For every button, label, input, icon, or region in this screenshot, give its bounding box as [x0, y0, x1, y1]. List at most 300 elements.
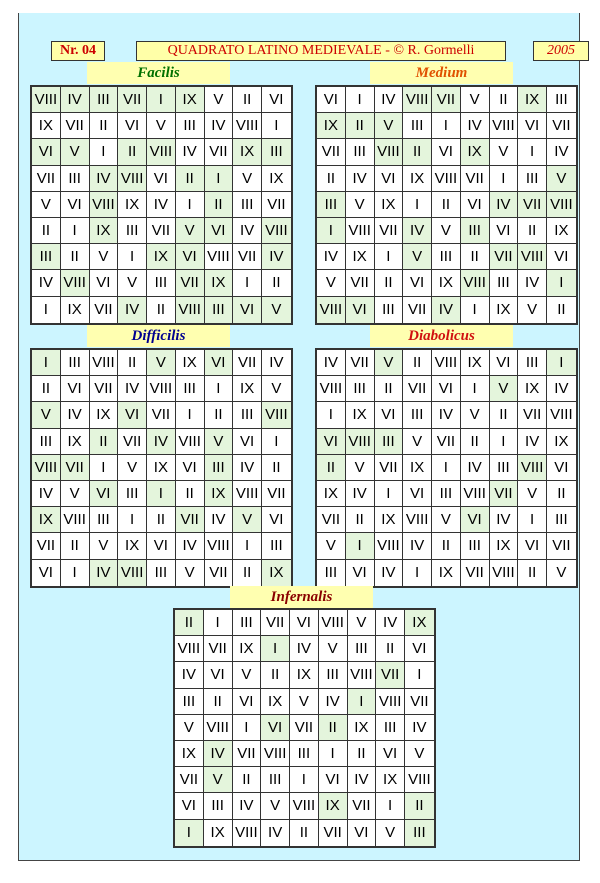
grid-cell[interactable]: II: [176, 481, 205, 507]
grid-cell[interactable]: V: [204, 767, 233, 793]
grid-cell[interactable]: III: [205, 455, 234, 481]
grid-cell[interactable]: VI: [233, 297, 262, 323]
grid-cell[interactable]: II: [147, 297, 176, 323]
grid-cell[interactable]: VIII: [490, 560, 519, 586]
grid-cell[interactable]: IV: [175, 662, 204, 688]
grid-cell[interactable]: VII: [348, 793, 377, 819]
grid-cell[interactable]: VIII: [375, 533, 404, 559]
grid-cell[interactable]: II: [375, 270, 404, 296]
grid-cell[interactable]: III: [317, 192, 346, 218]
grid-cell[interactable]: V: [90, 533, 119, 559]
grid-cell[interactable]: I: [461, 297, 490, 323]
grid-cell[interactable]: I: [233, 533, 262, 559]
grid-cell[interactable]: VII: [147, 218, 176, 244]
grid-cell[interactable]: IX: [233, 376, 262, 402]
grid-cell[interactable]: VII: [61, 113, 90, 139]
grid-cell[interactable]: V: [61, 139, 90, 165]
grid-cell[interactable]: V: [175, 715, 204, 741]
grid-cell[interactable]: I: [346, 533, 375, 559]
grid-cell[interactable]: VIII: [261, 741, 290, 767]
grid-cell[interactable]: VIII: [346, 218, 375, 244]
grid-cell[interactable]: V: [118, 270, 147, 296]
grid-cell[interactable]: II: [490, 87, 519, 113]
grid-cell[interactable]: VIII: [147, 376, 176, 402]
grid-cell[interactable]: II: [61, 244, 90, 270]
grid-cell[interactable]: VI: [118, 402, 147, 428]
grid-cell[interactable]: VI: [490, 218, 519, 244]
grid-cell[interactable]: VI: [32, 139, 61, 165]
grid-cell[interactable]: VIII: [205, 533, 234, 559]
grid-cell[interactable]: III: [118, 218, 147, 244]
grid-cell[interactable]: VIII: [518, 244, 547, 270]
grid-cell[interactable]: IX: [205, 481, 234, 507]
grid-cell[interactable]: IX: [290, 662, 319, 688]
grid-cell[interactable]: V: [461, 87, 490, 113]
grid-cell[interactable]: II: [403, 139, 432, 165]
grid-cell[interactable]: VII: [233, 741, 262, 767]
grid-cell[interactable]: IX: [32, 113, 61, 139]
grid-cell[interactable]: II: [61, 533, 90, 559]
grid-cell[interactable]: IV: [233, 455, 262, 481]
grid-cell[interactable]: VI: [205, 218, 234, 244]
grid-cell[interactable]: VII: [405, 689, 434, 715]
grid-cell[interactable]: I: [346, 87, 375, 113]
grid-cell[interactable]: IX: [317, 113, 346, 139]
grid-cell[interactable]: III: [205, 297, 234, 323]
grid-cell[interactable]: III: [346, 376, 375, 402]
grid-cell[interactable]: IX: [204, 820, 233, 846]
grid-cell[interactable]: III: [261, 767, 290, 793]
grid-cell[interactable]: I: [432, 113, 461, 139]
grid-cell[interactable]: III: [90, 507, 119, 533]
grid-cell[interactable]: I: [205, 166, 234, 192]
grid-cell[interactable]: VIII: [32, 87, 61, 113]
grid-cell[interactable]: III: [376, 715, 405, 741]
grid-cell[interactable]: II: [376, 636, 405, 662]
grid-cell[interactable]: IV: [490, 192, 519, 218]
grid-cell[interactable]: III: [403, 402, 432, 428]
grid-cell[interactable]: V: [262, 297, 291, 323]
grid-cell[interactable]: V: [403, 244, 432, 270]
grid-cell[interactable]: IV: [61, 87, 90, 113]
grid-cell[interactable]: IX: [490, 533, 519, 559]
grid-cell[interactable]: VI: [348, 820, 377, 846]
grid-cell[interactable]: VII: [118, 429, 147, 455]
grid-cell[interactable]: V: [319, 636, 348, 662]
grid-cell[interactable]: I: [290, 767, 319, 793]
grid-cell[interactable]: IV: [261, 820, 290, 846]
grid-cell[interactable]: VI: [262, 507, 291, 533]
grid-cell[interactable]: VIII: [118, 560, 147, 586]
grid-cell[interactable]: II: [346, 507, 375, 533]
grid-cell[interactable]: VIII: [319, 610, 348, 636]
grid-cell[interactable]: V: [375, 350, 404, 376]
grid-cell[interactable]: VII: [262, 481, 291, 507]
grid-cell[interactable]: I: [118, 244, 147, 270]
grid-cell[interactable]: IV: [233, 218, 262, 244]
grid-cell[interactable]: VII: [461, 166, 490, 192]
grid-cell[interactable]: V: [262, 376, 291, 402]
grid-cell[interactable]: VII: [32, 166, 61, 192]
grid-cell[interactable]: IX: [147, 244, 176, 270]
grid-cell[interactable]: VIII: [175, 636, 204, 662]
grid-cell[interactable]: VI: [317, 87, 346, 113]
grid-cell[interactable]: III: [317, 560, 346, 586]
grid-cell[interactable]: IX: [317, 481, 346, 507]
grid-cell[interactable]: VI: [317, 429, 346, 455]
grid-cell[interactable]: I: [490, 166, 519, 192]
grid-cell[interactable]: II: [317, 455, 346, 481]
grid-cell[interactable]: V: [518, 297, 547, 323]
grid-cell[interactable]: VIII: [233, 820, 262, 846]
grid-cell[interactable]: VII: [233, 350, 262, 376]
grid-cell[interactable]: II: [204, 689, 233, 715]
grid-cell[interactable]: IX: [262, 560, 291, 586]
grid-cell[interactable]: VI: [90, 270, 119, 296]
grid-cell[interactable]: IX: [518, 87, 547, 113]
grid-cell[interactable]: VIII: [176, 429, 205, 455]
grid-cell[interactable]: III: [147, 270, 176, 296]
grid-cell[interactable]: III: [32, 429, 61, 455]
grid-cell[interactable]: VII: [262, 192, 291, 218]
grid-cell[interactable]: III: [233, 192, 262, 218]
grid-cell[interactable]: V: [205, 87, 234, 113]
grid-cell[interactable]: I: [403, 560, 432, 586]
grid-cell[interactable]: V: [261, 793, 290, 819]
grid-cell[interactable]: VI: [204, 662, 233, 688]
grid-cell[interactable]: IV: [319, 689, 348, 715]
grid-cell[interactable]: VII: [432, 429, 461, 455]
grid-cell[interactable]: VII: [375, 218, 404, 244]
grid-cell[interactable]: II: [233, 767, 262, 793]
grid-cell[interactable]: V: [233, 662, 262, 688]
grid-cell[interactable]: III: [547, 507, 576, 533]
grid-cell[interactable]: IX: [175, 741, 204, 767]
grid-cell[interactable]: IV: [262, 350, 291, 376]
grid-cell[interactable]: III: [175, 689, 204, 715]
grid-cell[interactable]: I: [147, 481, 176, 507]
grid-cell[interactable]: VII: [176, 270, 205, 296]
grid-cell[interactable]: V: [32, 192, 61, 218]
grid-cell[interactable]: I: [32, 297, 61, 323]
grid-cell[interactable]: I: [233, 715, 262, 741]
grid-cell[interactable]: II: [90, 429, 119, 455]
grid-cell[interactable]: VI: [376, 741, 405, 767]
grid-cell[interactable]: IV: [90, 560, 119, 586]
grid-cell[interactable]: II: [557, 301, 566, 319]
grid-cell[interactable]: II: [233, 87, 262, 113]
grid-cell[interactable]: II: [147, 507, 176, 533]
grid-cell[interactable]: IV: [205, 113, 234, 139]
grid-cell[interactable]: III: [375, 297, 404, 323]
grid-cell[interactable]: I: [261, 636, 290, 662]
grid-cell[interactable]: IV: [518, 270, 547, 296]
grid-cell[interactable]: VIII: [32, 455, 61, 481]
grid-cell[interactable]: VI: [233, 429, 262, 455]
grid-cell[interactable]: VI: [346, 560, 375, 586]
grid-cell[interactable]: VIII: [317, 376, 346, 402]
grid-cell[interactable]: VIII: [547, 402, 576, 428]
grid-cell[interactable]: IV: [346, 166, 375, 192]
grid-cell[interactable]: III: [319, 662, 348, 688]
grid-cell[interactable]: VI: [118, 113, 147, 139]
grid-cell[interactable]: IX: [346, 244, 375, 270]
grid-cell[interactable]: V: [118, 455, 147, 481]
grid-cell[interactable]: III: [262, 139, 291, 165]
grid-cell[interactable]: VIII: [432, 350, 461, 376]
grid-cell[interactable]: VIII: [90, 192, 119, 218]
grid-cell[interactable]: VI: [547, 244, 576, 270]
grid-cell[interactable]: V: [403, 429, 432, 455]
grid-cell[interactable]: VI: [205, 350, 234, 376]
grid-cell[interactable]: I: [118, 507, 147, 533]
grid-cell[interactable]: VII: [90, 297, 119, 323]
grid-cell[interactable]: V: [490, 376, 519, 402]
grid-cell[interactable]: IX: [375, 192, 404, 218]
grid-cell[interactable]: V: [556, 564, 567, 582]
grid-cell[interactable]: I: [176, 402, 205, 428]
grid-cell[interactable]: IV: [461, 113, 490, 139]
grid-cell[interactable]: VIII: [518, 455, 547, 481]
grid-cell[interactable]: III: [375, 429, 404, 455]
grid-cell[interactable]: IV: [176, 139, 205, 165]
grid-cell[interactable]: I: [233, 270, 262, 296]
grid-cell[interactable]: III: [348, 636, 377, 662]
grid-cell[interactable]: IV: [204, 741, 233, 767]
grid-cell[interactable]: V: [432, 218, 461, 244]
grid-cell[interactable]: IV: [432, 297, 461, 323]
grid-cell[interactable]: IX: [490, 297, 519, 323]
grid-cell[interactable]: IX: [346, 402, 375, 428]
grid-cell[interactable]: II: [290, 820, 319, 846]
grid-cell[interactable]: VI: [461, 192, 490, 218]
grid-cell[interactable]: IV: [290, 636, 319, 662]
grid-cell[interactable]: V: [432, 507, 461, 533]
grid-cell[interactable]: I: [375, 244, 404, 270]
grid-cell[interactable]: IV: [403, 218, 432, 244]
grid-cell[interactable]: IX: [233, 636, 262, 662]
grid-cell[interactable]: I: [32, 350, 61, 376]
grid-cell[interactable]: V: [317, 270, 346, 296]
grid-cell[interactable]: I: [547, 270, 576, 296]
grid-cell[interactable]: VII: [547, 113, 576, 139]
grid-cell[interactable]: IX: [348, 715, 377, 741]
grid-cell[interactable]: II: [490, 402, 519, 428]
grid-cell[interactable]: IV: [348, 767, 377, 793]
grid-cell[interactable]: I: [90, 455, 119, 481]
grid-cell[interactable]: I: [461, 376, 490, 402]
grid-cell[interactable]: VIII: [490, 113, 519, 139]
grid-cell[interactable]: VIII: [205, 244, 234, 270]
grid-cell[interactable]: VI: [518, 113, 547, 139]
grid-cell[interactable]: III: [32, 244, 61, 270]
grid-cell[interactable]: V: [317, 533, 346, 559]
grid-cell[interactable]: I: [375, 481, 404, 507]
grid-cell[interactable]: II: [375, 376, 404, 402]
grid-cell[interactable]: III: [405, 820, 434, 846]
grid-cell[interactable]: VI: [147, 533, 176, 559]
grid-cell[interactable]: VII: [233, 244, 262, 270]
grid-cell[interactable]: V: [61, 481, 90, 507]
grid-cell[interactable]: II: [346, 113, 375, 139]
grid-cell[interactable]: II: [461, 429, 490, 455]
grid-cell[interactable]: IX: [319, 793, 348, 819]
grid-cell[interactable]: VII: [346, 350, 375, 376]
grid-cell[interactable]: V: [405, 741, 434, 767]
grid-cell[interactable]: VI: [233, 689, 262, 715]
grid-cell[interactable]: IX: [461, 350, 490, 376]
grid-cell[interactable]: VII: [375, 455, 404, 481]
grid-cell[interactable]: II: [518, 560, 547, 586]
grid-cell[interactable]: VII: [175, 767, 204, 793]
grid-cell[interactable]: III: [290, 741, 319, 767]
grid-cell[interactable]: IX: [261, 689, 290, 715]
grid-cell[interactable]: II: [175, 610, 204, 636]
grid-cell[interactable]: V: [518, 481, 547, 507]
grid-cell[interactable]: IX: [376, 767, 405, 793]
grid-cell[interactable]: I: [90, 139, 119, 165]
grid-cell[interactable]: VII: [490, 481, 519, 507]
grid-cell[interactable]: V: [176, 218, 205, 244]
grid-cell[interactable]: IV: [32, 481, 61, 507]
grid-cell[interactable]: VIII: [290, 793, 319, 819]
grid-cell[interactable]: I: [205, 376, 234, 402]
grid-cell[interactable]: VIII: [348, 662, 377, 688]
grid-cell[interactable]: VII: [290, 715, 319, 741]
grid-cell[interactable]: I: [147, 87, 176, 113]
grid-cell[interactable]: II: [319, 715, 348, 741]
grid-cell[interactable]: I: [518, 139, 547, 165]
grid-cell[interactable]: IV: [547, 376, 576, 402]
grid-cell[interactable]: VIII: [90, 350, 119, 376]
grid-cell[interactable]: VII: [490, 244, 519, 270]
grid-cell[interactable]: VI: [461, 507, 490, 533]
grid-cell[interactable]: V: [490, 139, 519, 165]
grid-cell[interactable]: VII: [317, 507, 346, 533]
grid-cell[interactable]: V: [176, 560, 205, 586]
grid-cell[interactable]: IX: [147, 455, 176, 481]
grid-cell[interactable]: II: [262, 455, 291, 481]
grid-cell[interactable]: II: [32, 218, 61, 244]
grid-cell[interactable]: II: [405, 793, 434, 819]
grid-cell[interactable]: I: [175, 820, 204, 846]
grid-cell[interactable]: III: [147, 560, 176, 586]
grid-cell[interactable]: VII: [261, 610, 290, 636]
grid-cell[interactable]: VI: [175, 793, 204, 819]
grid-cell[interactable]: VI: [90, 481, 119, 507]
grid-cell[interactable]: III: [204, 793, 233, 819]
grid-cell[interactable]: I: [490, 429, 519, 455]
grid-cell[interactable]: I: [61, 218, 90, 244]
grid-cell[interactable]: I: [262, 113, 291, 139]
grid-cell[interactable]: VI: [375, 402, 404, 428]
grid-cell[interactable]: III: [461, 218, 490, 244]
grid-cell[interactable]: IX: [518, 376, 547, 402]
grid-cell[interactable]: V: [290, 689, 319, 715]
grid-cell[interactable]: I: [262, 429, 291, 455]
grid-cell[interactable]: VII: [547, 533, 576, 559]
grid-cell[interactable]: IX: [90, 402, 119, 428]
grid-cell[interactable]: I: [432, 455, 461, 481]
grid-cell[interactable]: VII: [403, 376, 432, 402]
grid-cell[interactable]: IV: [147, 192, 176, 218]
grid-cell[interactable]: I: [403, 192, 432, 218]
grid-cell[interactable]: IV: [461, 455, 490, 481]
grid-cell[interactable]: VIII: [405, 767, 434, 793]
grid-cell[interactable]: III: [176, 376, 205, 402]
grid-cell[interactable]: IV: [262, 244, 291, 270]
grid-cell[interactable]: IV: [403, 533, 432, 559]
grid-cell[interactable]: II: [317, 166, 346, 192]
grid-cell[interactable]: IX: [118, 192, 147, 218]
grid-cell[interactable]: IX: [432, 270, 461, 296]
grid-cell[interactable]: IX: [233, 139, 262, 165]
grid-cell[interactable]: VI: [346, 297, 375, 323]
grid-cell[interactable]: VI: [403, 270, 432, 296]
grid-cell[interactable]: III: [61, 166, 90, 192]
grid-cell[interactable]: IX: [176, 350, 205, 376]
grid-cell[interactable]: VI: [61, 192, 90, 218]
grid-cell[interactable]: III: [90, 87, 119, 113]
grid-cell[interactable]: IX: [403, 455, 432, 481]
grid-cell[interactable]: V: [376, 820, 405, 846]
grid-cell[interactable]: VIII: [147, 139, 176, 165]
grid-cell[interactable]: I: [348, 689, 377, 715]
grid-cell[interactable]: I: [61, 560, 90, 586]
grid-cell[interactable]: II: [348, 741, 377, 767]
grid-cell[interactable]: IV: [518, 429, 547, 455]
grid-cell[interactable]: V: [90, 244, 119, 270]
grid-cell[interactable]: II: [32, 376, 61, 402]
grid-cell[interactable]: VI: [405, 636, 434, 662]
grid-cell[interactable]: IV: [233, 793, 262, 819]
grid-cell[interactable]: IV: [405, 715, 434, 741]
grid-cell[interactable]: VI: [147, 166, 176, 192]
grid-cell[interactable]: VIII: [317, 297, 346, 323]
grid-cell[interactable]: VIII: [61, 507, 90, 533]
grid-cell[interactable]: II: [176, 166, 205, 192]
grid-cell[interactable]: I: [547, 350, 576, 376]
grid-cell[interactable]: I: [176, 192, 205, 218]
grid-cell[interactable]: IV: [205, 507, 234, 533]
grid-cell[interactable]: I: [317, 218, 346, 244]
grid-cell[interactable]: III: [461, 533, 490, 559]
grid-cell[interactable]: IX: [403, 166, 432, 192]
grid-cell[interactable]: II: [261, 662, 290, 688]
grid-cell[interactable]: III: [432, 244, 461, 270]
grid-cell[interactable]: VI: [432, 376, 461, 402]
grid-cell[interactable]: VI: [290, 610, 319, 636]
grid-cell[interactable]: VII: [461, 560, 490, 586]
grid-cell[interactable]: VII: [403, 297, 432, 323]
grid-cell[interactable]: V: [205, 429, 234, 455]
grid-cell[interactable]: II: [118, 350, 147, 376]
grid-cell[interactable]: VII: [176, 507, 205, 533]
grid-cell[interactable]: IV: [317, 350, 346, 376]
grid-cell[interactable]: VIII: [403, 507, 432, 533]
grid-cell[interactable]: I: [317, 402, 346, 428]
grid-cell[interactable]: VIII: [262, 218, 291, 244]
grid-cell[interactable]: V: [147, 113, 176, 139]
grid-cell[interactable]: VIII: [547, 192, 576, 218]
grid-cell[interactable]: III: [262, 533, 291, 559]
grid-cell[interactable]: III: [518, 350, 547, 376]
grid-cell[interactable]: IV: [375, 87, 404, 113]
grid-cell[interactable]: IV: [118, 376, 147, 402]
grid-cell[interactable]: II: [461, 244, 490, 270]
grid-cell[interactable]: V: [346, 192, 375, 218]
grid-cell[interactable]: II: [432, 533, 461, 559]
